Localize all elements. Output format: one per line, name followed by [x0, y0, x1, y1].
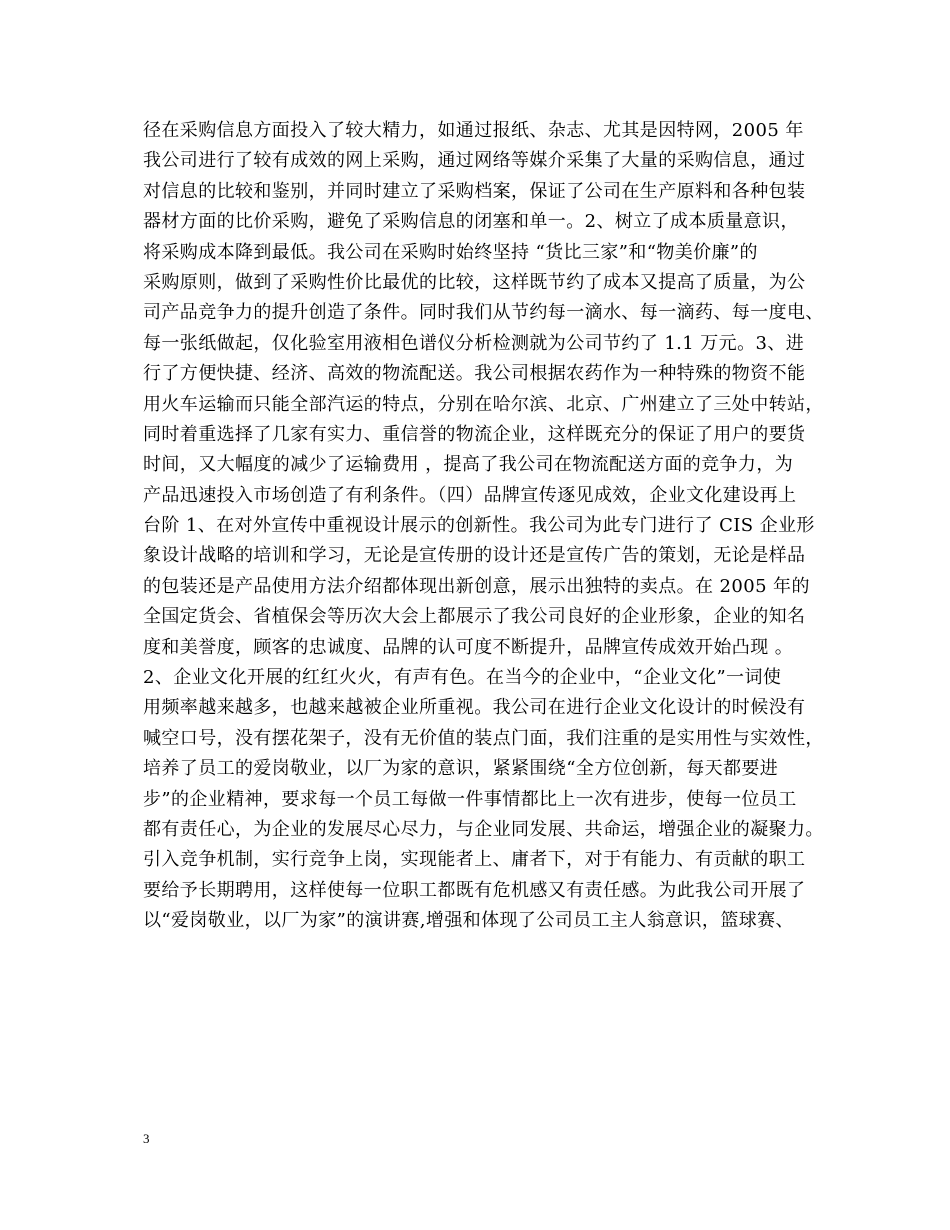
text-line: 行了方便快捷、经济、高效的物流配送。我公司根据农药作为一种特殊的物资不能 [143, 363, 806, 385]
text-line: 要给予长期聘用，这样使每一位职工都既有危机感又有责任感。为此我公司开展了 [143, 879, 806, 901]
text-line: 采购原则，做到了采购性价比最优的比较，这样既节约了成本又提高了质量，为公 [143, 271, 806, 293]
text-line: 对信息的比较和鉴别，并同时建立了采购档案，保证了公司在生产原料和各种包装 [143, 180, 806, 202]
text-line: 每一张纸做起，仅化验室用液相色谱仪分析检测就为公司节约了 1.1 万元。3、进 [143, 332, 805, 354]
text-line: 以“爱岗敬业，以厂为家”的演讲赛,增强和体现了公司员工主人翁意识，篮球赛、 [143, 910, 794, 932]
text-line: 同时着重选择了几家有实力、重信誉的物流企业，这样既充分的保证了用户的要货 [143, 423, 806, 445]
text-line: 培养了员工的爱岗敬业，以厂为家的意识，紧紧围绕“全方位创新，每天都要进 [143, 758, 779, 780]
text-line: 用频率越来越多，也越来越被企业所重视。我公司在进行企业文化设计的时候没有 [143, 697, 806, 719]
text-line: 将采购成本降到最低。我公司在采购时始终坚持 “货比三家”和“物美价廉”的 [143, 241, 758, 263]
text-line: 台阶 1、在对外宣传中重视设计展示的创新性。我公司为此专门进行了 CIS 企业形 [143, 515, 815, 537]
text-line: 2、企业文化开展的红红火火，有声有色。在当今的企业中，“企业文化”一词使 [143, 667, 782, 689]
text-line: 度和美誉度，顾客的忠诚度、品牌的认可度不断提升，品牌宣传成效开始凸现 。 [143, 636, 794, 658]
text-line: 象设计战略的培训和学习，无论是宣传册的设计还是宣传广告的策划，无论是样品 [143, 545, 806, 567]
text-line: 喊空口号，没有摆花架子，没有无价值的装点门面，我们注重的是实用性与实效性， [143, 727, 824, 749]
text-line: 引入竞争机制，实行竞争上岗，实现能者上、庸者下，对于有能力、有贡献的职工 [143, 849, 806, 871]
text-line: 司产品竞争力的提升创造了条件。同时我们从节约每一滴水、每一滴药、每一度电、 [143, 302, 824, 324]
text-line: 时间，又大幅度的减少了运输费用 ，提高了我公司在物流配送方面的竞争力，为 [143, 454, 794, 476]
page-number: 3 [143, 1131, 150, 1146]
text-line: 我公司进行了较有成效的网上采购，通过网络等媒介采集了大量的采购信息，通过 [143, 150, 806, 172]
text-line: 用火车运输而只能全部汽运的特点，分别在哈尔滨、北京、广州建立了三处中转站， [143, 393, 824, 415]
text-line: 都有责任心，为企业的发展尽心尽力，与企业同发展、共命运，增强企业的凝聚力。 [143, 818, 824, 840]
text-line: 的包装还是产品使用方法介绍都体现出新创意，展示出独特的卖点。在 2005 年的 [143, 575, 810, 597]
text-line: 产品迅速投入市场创造了有利条件。（四）品牌宣传逐见成效，企业文化建设再上 [143, 484, 797, 506]
text-line: 器材方面的比价采购，避免了采购信息的闭塞和单一。2、树立了成本质量意识， [143, 211, 799, 233]
text-line: 步”的企业精神，要求每一个员工每做一件事情都比上一次有进步，使每一位员工 [143, 788, 797, 810]
body-paragraph [143, 116, 843, 937]
text-line: 径在采购信息方面投入了较大精力，如通过报纸、杂志、尤其是因特网，2005 年 [143, 120, 804, 141]
text-line: 全国定货会、省植保会等历次大会上都展示了我公司良好的企业形象，企业的知名 [143, 606, 806, 628]
